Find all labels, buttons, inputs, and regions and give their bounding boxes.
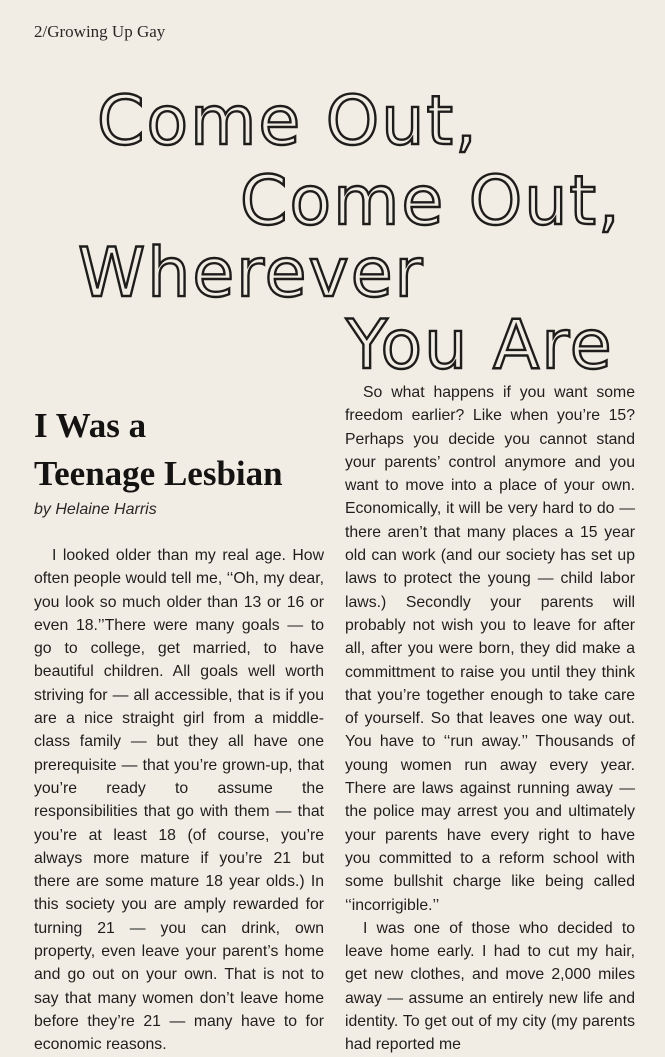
headline-line-2: Come Out, — [240, 162, 622, 241]
headline-line-3: Wherever — [78, 234, 425, 313]
running-header: 2/Growing Up Gay — [34, 22, 166, 41]
headline-line-4: You Are — [346, 306, 614, 385]
paragraph: So what happens if you want some freedom earlier? Like when you’re 15? Perhaps you decide you cannot stand your parents’ control anymore and you want to move into a place of your own. Economically, it will be very hard to do — there aren’t that many places a 15 year old can work (and our society has set up laws to protect the young — child labor laws.) Secondly your parents will probably not wish you to leave for after all, after you were born, they did make a committment to raise you until they think that you’re together enough to take care of yourself. So that leaves one way out. You have to ‘‘run away.’’ Thousands of young women run away every year. There are laws against running away — the police may arrest you and ultimately your parents have every right to have you committed to a reform school with some bullshit charge like being called ‘‘incorrigible.’’ — [345, 384, 635, 914]
right-column — [345, 381, 635, 1057]
paragraph: I was one of those who decided to leave home early. I had to cut my hair, get new clothes, and move 2,000 miles away — assume an entirely new life and identity. To get out of my city (my parents had reported me — [345, 919, 635, 1054]
byline: by Helaine Harris — [34, 501, 157, 518]
left-column — [34, 544, 324, 1057]
article-title-line-2: Teenage Lesbian — [34, 454, 283, 493]
paragraph: I looked older than my real age. How often people would tell me, ‘‘Oh, my dear, you look so much older than 13 or 16 or even 18.’’There were many goals — to go to college, get married, to have beautiful children. All goals well worth striving for — all accessible, that is if you are a nice straight girl from a middle-class family — but they all have one prerequisite — that you’re grown-up, that you’re ready to assume the responsibilities that go with them — that you’re at least 18 (of course, you’re always more mature if you’re 21 but there are some mature 18 year olds.) In this society you are amply rewarded for turning 21 — you can drink, own property, even leave your parent’s home and go out on your own. That is not to say that many women don’t leave home before they’re 21 — many have to for economic reasons. — [34, 547, 324, 1054]
article-title — [34, 402, 324, 498]
article-title-line-1: I Was a — [34, 406, 147, 445]
headline-line-1: Come Out, — [97, 82, 479, 161]
